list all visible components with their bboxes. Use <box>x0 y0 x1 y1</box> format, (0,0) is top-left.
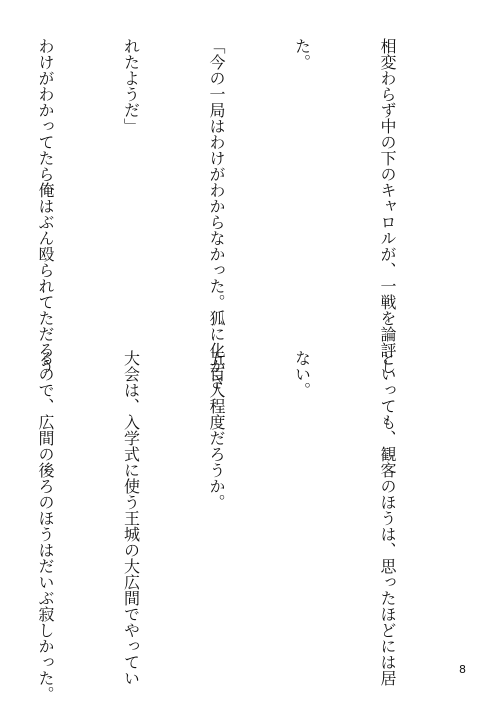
text-line: 「今の一局はわけがわからなかった。狐に化かさ <box>207 38 226 390</box>
text-line: 五百人程度だろうか。 <box>207 350 226 510</box>
text-line: るので、広間の後ろのほうはだいぶ寂しかった。 <box>36 350 55 702</box>
text-line: ない。 <box>292 350 312 398</box>
text-line: 相変わらず中の下のキャロルが、一戦を論評し <box>378 38 397 374</box>
text-line: 大会は、入学式に使う王城の大広間でやってい <box>121 350 141 686</box>
text-line: れたようだ」 <box>121 38 141 134</box>
page-number: 8 <box>459 663 466 676</box>
text-block-bottom <box>0 350 458 702</box>
text-line: わけがわかってたら俺はぶん殴られてただろう <box>36 38 55 374</box>
text-line: た。 <box>292 38 312 70</box>
text-line: といっても、観客のほうは、思ったほどには居 <box>378 350 397 686</box>
